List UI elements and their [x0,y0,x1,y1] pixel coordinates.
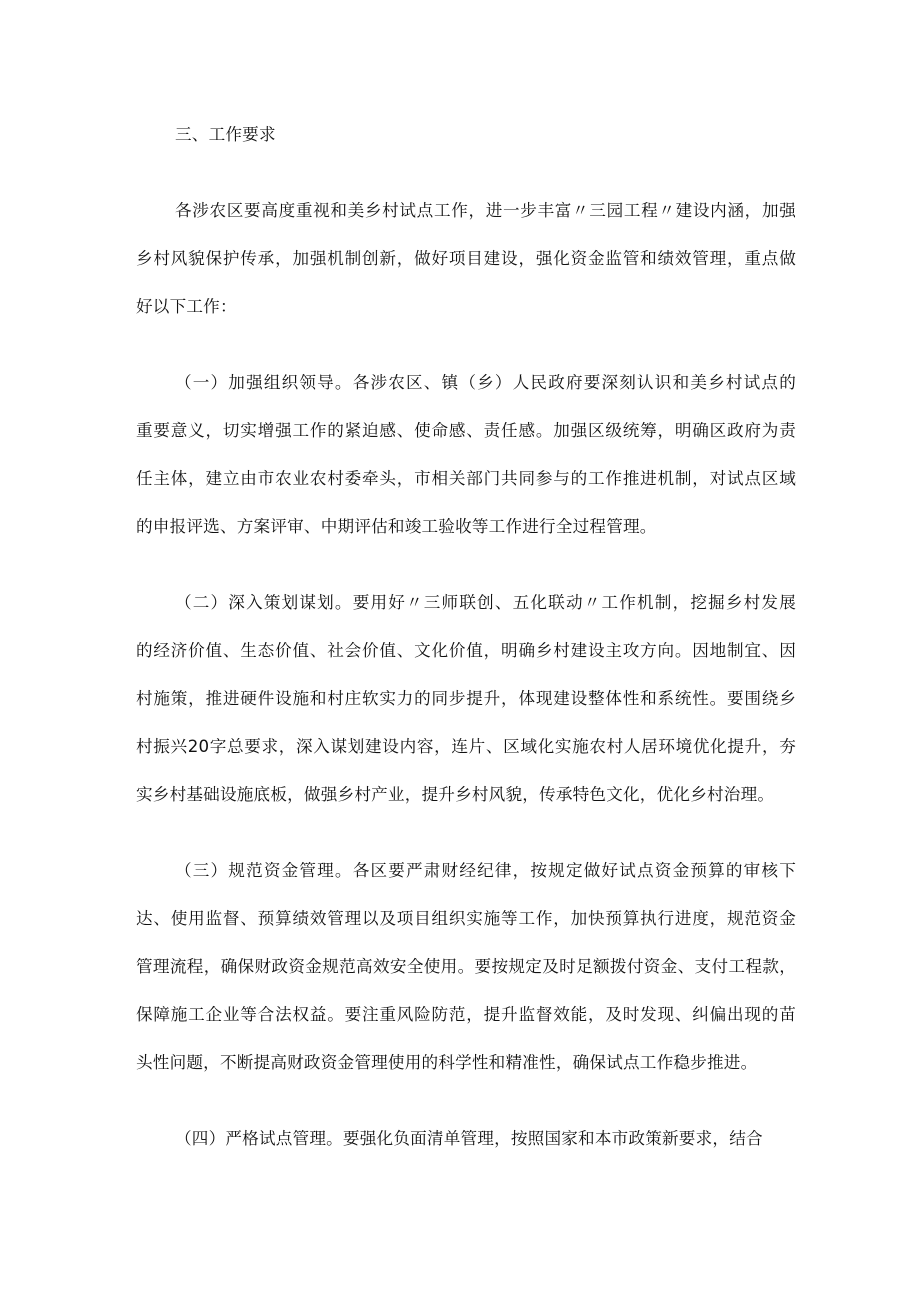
section-heading: 三、工作要求 [175,125,276,144]
paragraph-line: 保障施工企业等合法权益。要注重风险防范，提升监督效能，及时发现、纠偏出现的苗 [136,1005,796,1024]
paragraph-line: 管理流程，确保财政资金规范高效安全使用。要按规定及时足额拨付资金、支付工程款， [136,957,796,976]
paragraph-line: 村振兴20字总要求，深入谋划建设内容，连片、区域化实施农村人居环境优化提升，夯 [136,737,796,756]
paragraph-line: 各涉农区要高度重视和美乡村试点工作，进一步丰富〃三园工程〃建设内涵，加强 [175,201,796,220]
paragraph-line: 村施策，推进硬件设施和村庄软实力的同步提升，体现建设整体性和系统性。要围绕乡 [136,689,796,708]
paragraph-line: 任主体，建立由市农业农村委牵头，市相关部门共同参与的工作推进机制，对试点区域 [136,469,796,488]
paragraph-line: 的经济价值、生态价值、社会价值、文化价值，明确乡村建设主攻方向。因地制宜、因 [136,641,796,660]
paragraph-line: 乡村风貌保护传承，加强机制创新，做好项目建设，强化资金监管和绩效管理，重点做 [136,249,796,268]
paragraph-line: （一）加强组织领导。各涉农区、镇（乡）人民政府要深刻认识和美乡村试点的 [175,373,796,392]
paragraph-line: 好以下工作： [136,297,237,316]
paragraph-line: 头性问题，不断提高财政资金管理使用的科学性和精准性，确保试点工作稳步推进。 [136,1053,758,1072]
paragraph-line: （四）严格试点管理。要强化负面清单管理，按照国家和本市政策新要求，结合 [175,1129,763,1148]
paragraph-line: （三）规范资金管理。各区要严肃财经纪律，按规定做好试点资金预算的审核下 [175,861,796,880]
paragraph-line: 重要意义，切实增强工作的紧迫感、使命感、责任感。加强区级统筹，明确区政府为责 [136,421,796,440]
paragraph-line: 实乡村基础设施底板，做强乡村产业，提升乡村风貌，传承特色文化，优化乡村治理。 [136,785,775,804]
paragraph-line: （二）深入策划谋划。要用好〃三师联创、五化联动〃工作机制，挖掘乡村发展 [175,593,796,612]
paragraph-line: 达、使用监督、预算绩效管理以及项目组织实施等工作，加快预算执行进度，规范资金 [136,909,796,928]
paragraph-line: 的申报评选、方案评审、中期评估和竣工验收等工作进行全过程管理。 [136,517,657,536]
